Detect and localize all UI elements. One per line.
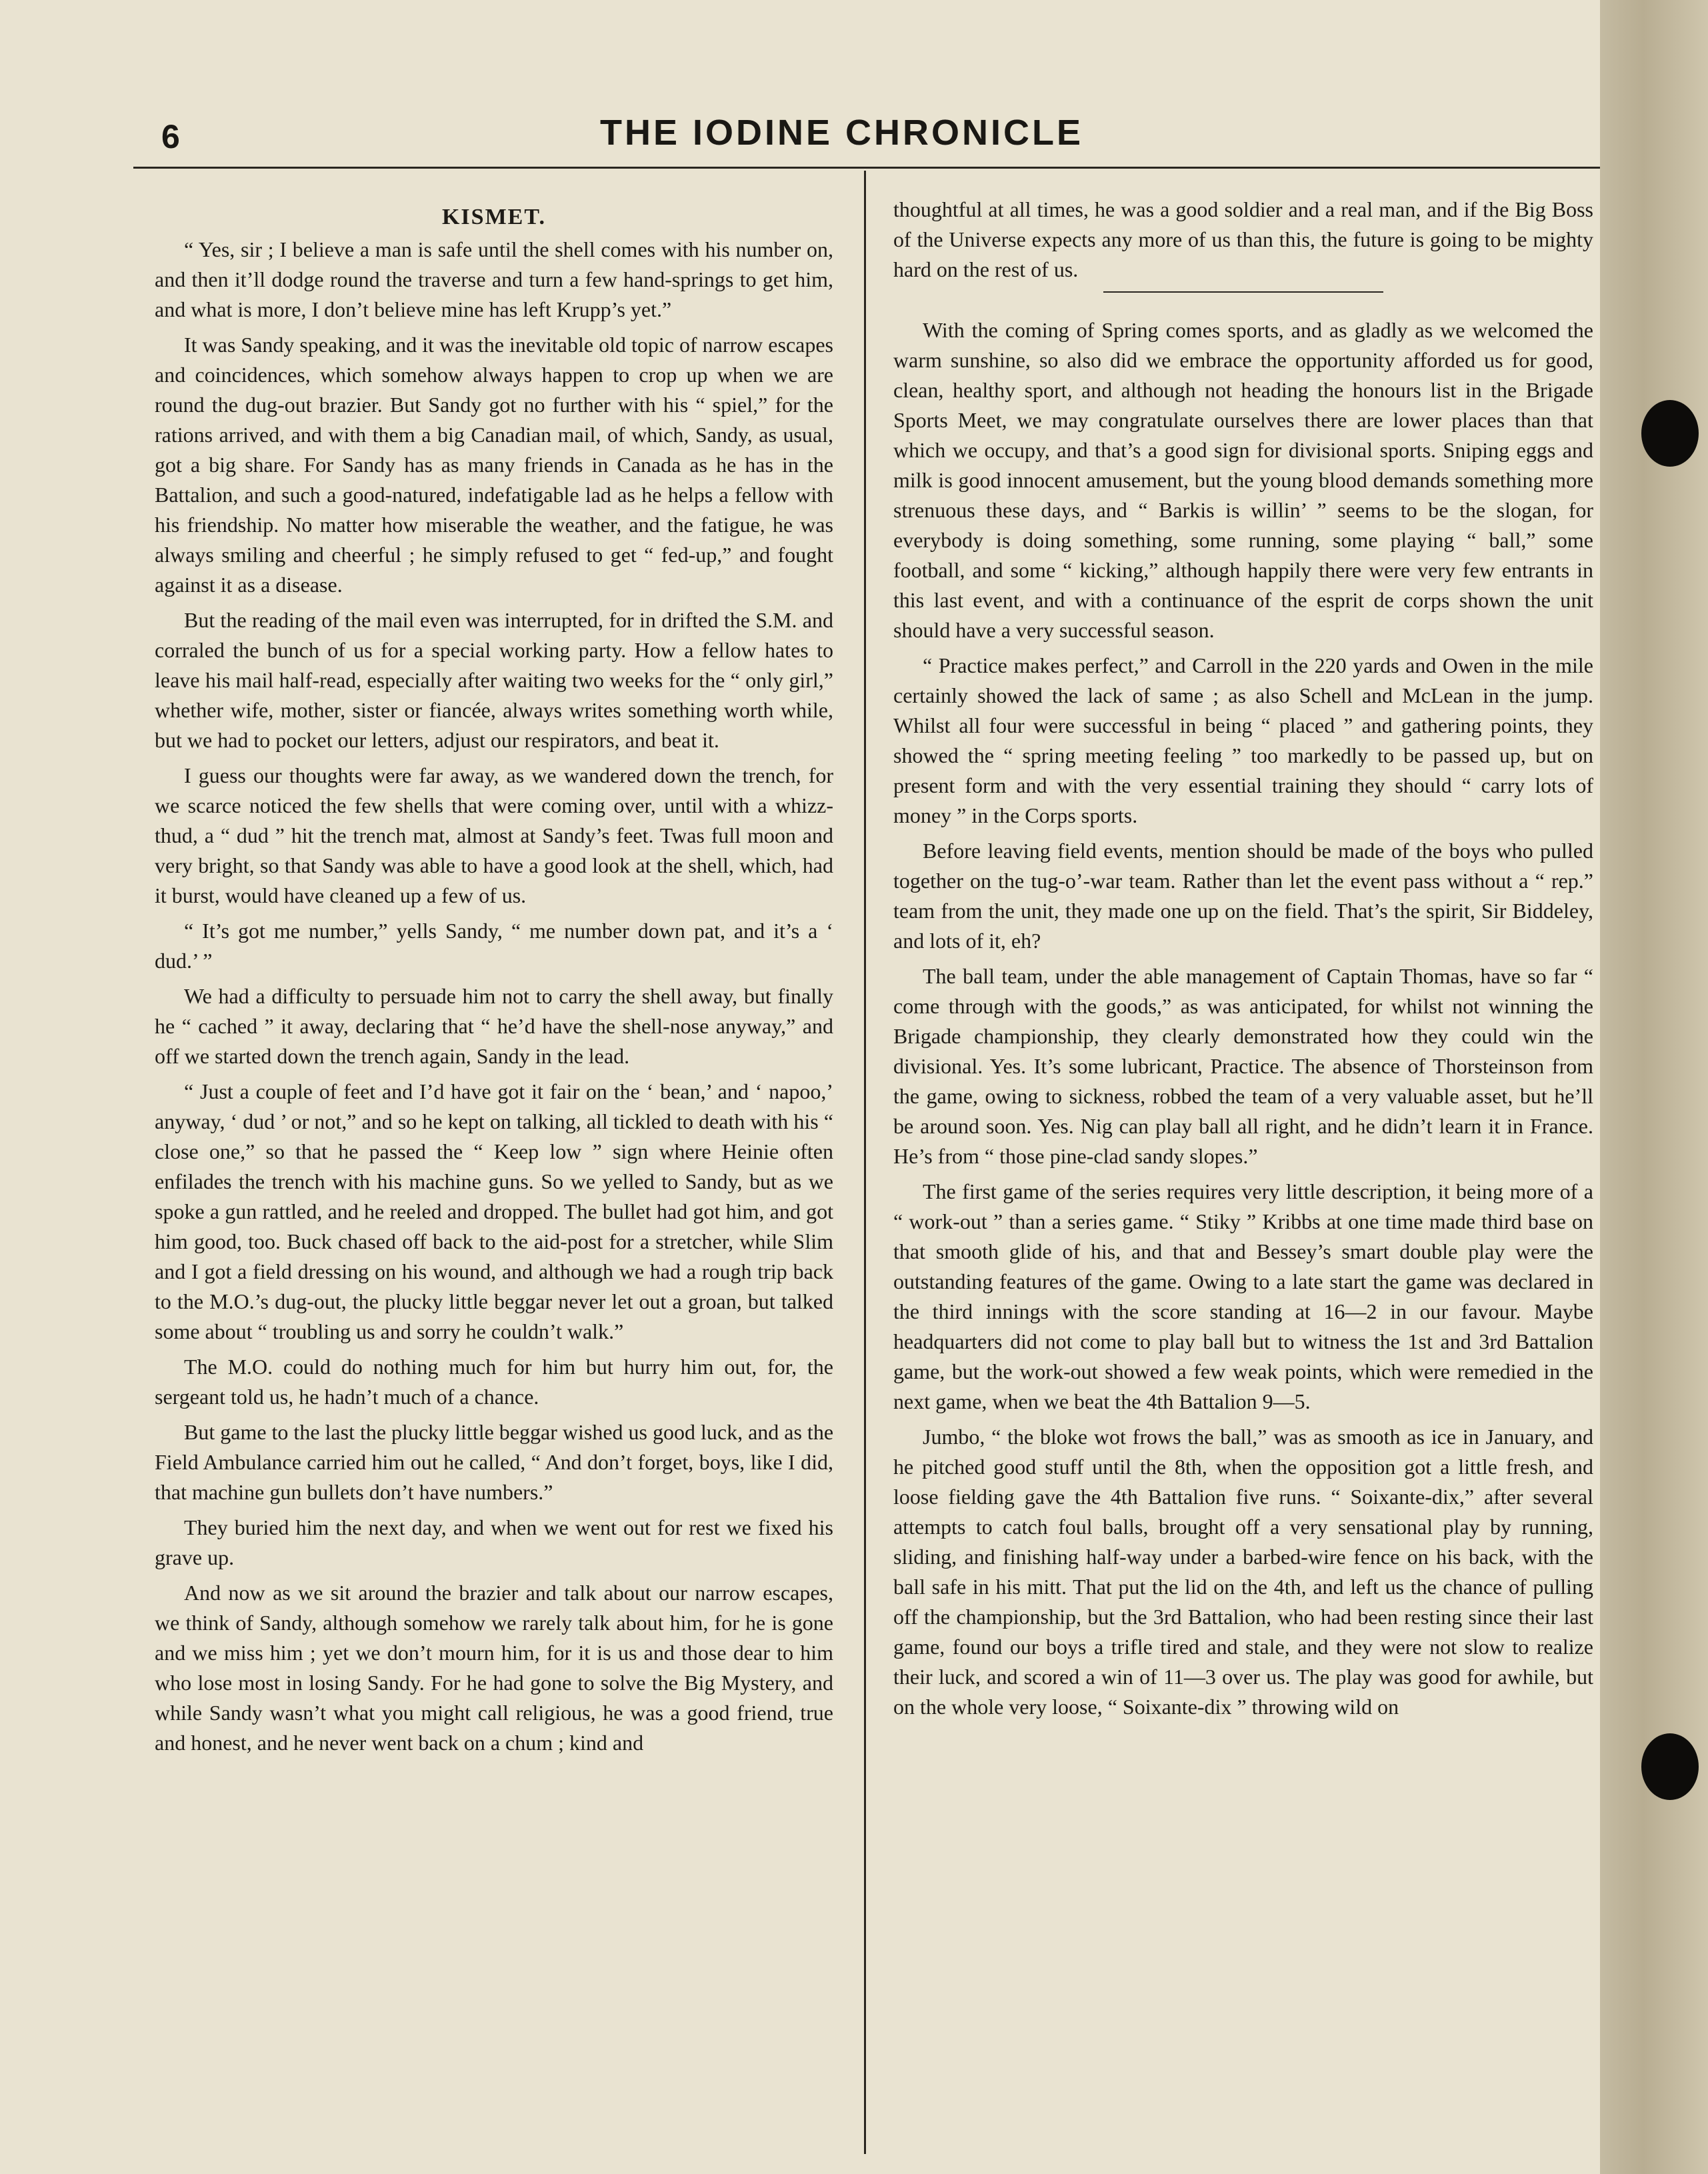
paragraph: “ Just a couple of feet and I’d have got it fair on the ‘ bean,’ and ‘ napoo,’ anyway, ‘ dud ’ or not,” and so he kept on talking, all tickled to death with his “ close one,” so that he passed the “ Keep low ” sign where Heinie often enfilades the trench with his machine guns. So we yelled to Sandy, but as we spoke a gun rattled, and he reeled and dropped. The bullet had got him, and got him good, too. Buck chased off back to the aid-post for a stretcher, while Slim and I got a field dressing on his wound, and although we had a rough trip back to the M.O.’s dug-out, the plucky little beggar never let out a groan, but talked some about “ troubling us and sorry he couldn’t walk.” (155, 1079, 833, 1343)
page-edge (1600, 0, 1708, 2174)
header-rule (133, 167, 1600, 169)
paragraph: The M.O. could do nothing much for him but hurry him out, for, the sergeant told us, he hadn’t much of a chance. (155, 1355, 833, 1409)
paragraph: We had a difficulty to persuade him not to carry the shell away, but finally he “ cached ” it away, declaring that “ he’d have the shell-nose anyway,” and off we started down the trench again, Sandy in the lead. (155, 984, 833, 1068)
paragraph: But game to the last the plucky little beggar wished us good luck, and as the Field Ambulance carried him out he called, “ And don’t forget, boys, like I did, that machine gun bullets don’t have numbers.” (155, 1420, 834, 1504)
paragraph: With the coming of Spring comes sports, and as gladly as we welcomed the warm sunshine, so also did we embrace the opportunity afforded us for good, clean, healthy sport, and although not heading the honours list in the Brigade Sports Meet, we may congratulate ourselves there are lower places than that which we occupy, and that’s a good sign for divisional sports. Sniping eggs and milk is good innocent amusement, but the young blood demands something more strenuous these days, and “ Barkis is willin’ ” seems to be the slogan, for everybody is doing something, some running, some playing “ ball,” some football, and some “ kicking,” although happily there were very few entrants in this last event, and with a continuance of the esprit de corps shown the unit should have a very successful season. (893, 318, 1593, 642)
paragraph: “ It’s got me number,” yells Sandy, “ me number down pat, and it’s a ‘ dud.’ ” (155, 919, 833, 973)
paragraph: I guess our thoughts were far away, as we wandered down the trench, for we scarce noticed the few shells that were coming over, until with a whizz-thud, a “ dud ” hit the trench mat, almost at Sandy’s feet. Twas full moon and very bright, so that Sandy was able to have a good look at the shell, which, had it burst, would have cleaned up a few of us. (155, 763, 833, 907)
paragraph: “ Yes, sir ; I believe a man is safe until the shell comes with his number on, and then it’ll dodge round the traverse and turn a few hand-springs to get him, and what is more, I don’t believe mine has left Krupp’s yet.” (155, 237, 833, 321)
binding-hole (1641, 400, 1699, 467)
right-column (893, 195, 1593, 1727)
paragraph: Jumbo, “ the bloke wot frows the ball,” was as smooth as ice in January, and he pitched good stuff until the 8th, when the opposition got a little fresh, and loose fielding gave the 4th Battalion five runs. “ Soixante-dix,” after several attempts to catch foul balls, brought off a very sensational play by running, sliding, and finishing half-way under a barbed-wire fence on his back, with the ball safe in his mitt. That put the lid on the 4th, and left us the chance of pulling off the championship, but the 3rd Battalion, who had been resting since their last game, found our boys a trifle tired and stale, and they were not slow to realize their luck, and scored a win of 11—3 over us. The play was good for awhile, but on the whole very loose, “ Soixante-dix ” throwing wild on (893, 1425, 1593, 1719)
running-head-title: THE IODINE CHRONICLE (600, 113, 1084, 153)
paragraph: The ball team, under the able management of Captain Thomas, have so far “ come through with the goods,” as was anticipated, for whilst not winning the Brigade championship, they clearly demonstrated how they could win the divisional. Yes. It’s some lubricant, Practice. The absence of Thorsteinson from the game, owing to sickness, robbed the team of a very valuable asset, but he’ll be around soon. Yes. Nig can play ball all right, and he didn’t learn it in France. He’s from “ those pine-clad sandy slopes.” (893, 964, 1593, 1168)
article-title: KISMET. (441, 205, 546, 229)
left-column (155, 193, 833, 1763)
paragraph: They buried him the next day, and when we went out for rest we fixed his grave up. (155, 1515, 833, 1569)
paragraph: But the reading of the mail even was interrupted, for in drifted the S.M. and corraled the bunch of us for a special working party. How a fellow hates to leave his mail half-read, especially after waiting two weeks for the “ only girl,” whether wife, mother, sister or fiancée, always writes something worth while, but we had to pocket our letters, adjust our respirators, and beat it. (155, 608, 833, 752)
paragraph: The first game of the series requires very little description, it being more of a “ work-out ” than a series game. “ Stiky ” Kribbs at one time made third base on that smooth glide of his, and that and Bessey’s smart double play were the outstanding features of the game. Owing to a late start the game was declared in the third innings with the score standing at 16—2 in our favour. Maybe headquarters did not come to play ball but to witness the 1st and 3rd Battalion game, but the work-out showed a few weak points, which were remedied in the next game, when we beat the 4th Battalion 9—5. (893, 1179, 1593, 1413)
continued-paragraph: thoughtful at all times, he was a good soldier and a real man, and if the Big Boss of the Universe expects any more of us than this, the future is going to be mighty hard on the rest of us. (893, 197, 1593, 281)
column-divider (864, 171, 866, 2154)
binding-hole (1641, 1733, 1699, 1800)
page-number: 6 (161, 118, 180, 155)
paragraph: Before leaving field events, mention should be made of the boys who pulled together on the tug-o’-war team. Rather than let the event pass without a “ rep.” team from the unit, they made one up on the field. That’s the spirit, Sir Biddeley, and lots of it, eh? (893, 839, 1593, 953)
paragraph: And now as we sit around the brazier and talk about our narrow escapes, we think of Sandy, although somehow we rarely talk about him, for he is gone and we miss him ; yet we don’t mourn him, for it is us and those dear to him who lose most in losing Sandy. For he had gone to solve the Big Mystery, and while Sandy wasn’t what you might call religious, he was a good friend, true and honest, and he never went back on a chum ; kind and (155, 1581, 833, 1755)
paragraph: “ Practice makes perfect,” and Carroll in the 220 yards and Owen in the mile certainly showed the lack of same ; as also Schell and McLean in the jump. Whilst all four were successful in being “ placed ” and gathering points, they showed the “ spring meeting feeling ” too markedly to be passed up, but on present form and with the very essential training they should “ carry lots of money ” in the Corps sports. (893, 653, 1593, 827)
paragraph: It was Sandy speaking, and it was the inevitable old topic of narrow escapes and coincidences, which somehow always happen to crop up when we are round the dug-out brazier. But Sandy got no further with his “ spiel,” for the rations arrived, and with them a big Canadian mail, of which, Sandy, as usual, got a big share. For Sandy has as many friends in Canada as he has in the Battalion, and such a good-natured, indefatigable lad as he helps a fellow with his friendship. No matter how miserable the weather, and the fatigue, he was always smiling and cheerful ; he simply refused to get “ fed-up,” and fought against it as a disease. (155, 333, 833, 597)
section-divider (1103, 291, 1383, 293)
